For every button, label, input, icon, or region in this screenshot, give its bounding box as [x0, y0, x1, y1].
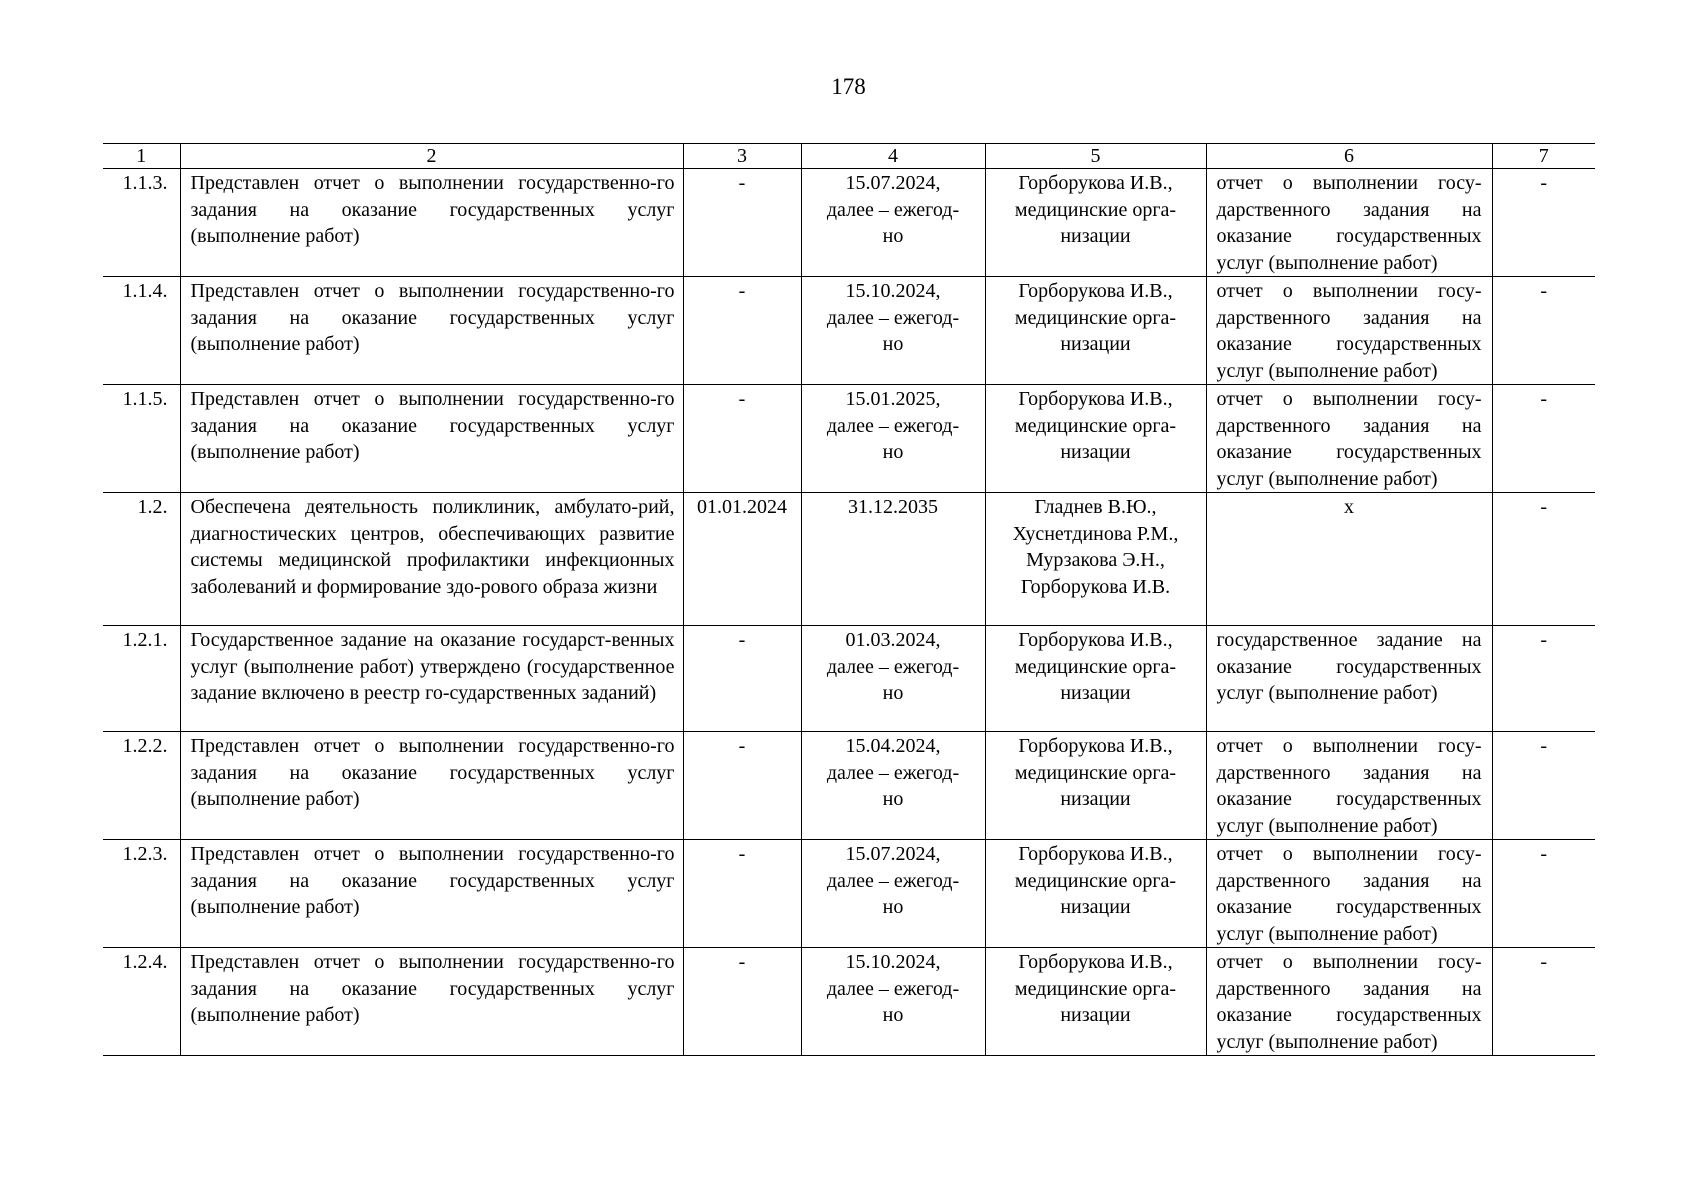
row-result: отчет о выполнении госу-дарственного задания на оказание государственных услуг (выполнение работ) — [1206, 385, 1492, 493]
row-col7: - — [1492, 626, 1595, 732]
row-start: - — [683, 169, 801, 277]
row-end: 31.12.2035 — [801, 493, 985, 626]
row-responsible: Горборукова И.В., медицинские орга- низации — [985, 277, 1206, 385]
table-row — [103, 626, 1595, 732]
table-row — [103, 493, 1595, 626]
row-end: 15.07.2024, далее – ежегод- но — [801, 840, 985, 948]
row-col7: - — [1492, 840, 1595, 948]
header-cell: 1 — [103, 144, 180, 169]
row-number: 1.2.2. — [103, 732, 180, 840]
row-col7: - — [1492, 277, 1595, 385]
row-result: отчет о выполнении госу-дарственного задания на оказание государственных услуг (выполнение работ) — [1206, 840, 1492, 948]
row-description: Представлен отчет о выполнении государственно-го задания на оказание государственных услуг (выполнение работ) — [180, 732, 683, 840]
row-number: 1.2. — [103, 493, 180, 626]
row-number: 1.2.1. — [103, 626, 180, 732]
header-cell: 6 — [1206, 144, 1492, 169]
row-number: 1.1.3. — [103, 169, 180, 277]
row-number: 1.2.4. — [103, 948, 180, 1056]
row-result: отчет о выполнении госу-дарственного задания на оказание государственных услуг (выполнение работ) — [1206, 948, 1492, 1056]
table-row — [103, 169, 1595, 277]
row-result: отчет о выполнении госу-дарственного задания на оказание государственных услуг (выполнение работ) — [1206, 277, 1492, 385]
table-header-row — [103, 144, 1595, 169]
row-end: 15.07.2024, далее – ежегод- но — [801, 169, 985, 277]
row-description: Обеспечена деятельность поликлиник, амбулато-рий, диагностических центров, обеспечивающих развитие системы медицинской профилактики инфекционных заболеваний и формирование здо-рового образа жизни — [180, 493, 683, 626]
row-responsible: Горборукова И.В., медицинские орга- низации — [985, 169, 1206, 277]
row-result: государственное задание на оказание государственных услуг (выполнение работ) — [1206, 626, 1492, 732]
row-description: Представлен отчет о выполнении государственно-го задания на оказание государственных услуг (выполнение работ) — [180, 385, 683, 493]
table-row — [103, 948, 1595, 1056]
header-cell: 5 — [985, 144, 1206, 169]
row-end: 01.03.2024, далее – ежегод- но — [801, 626, 985, 732]
row-start: - — [683, 277, 801, 385]
row-description: Представлен отчет о выполнении государственно-го задания на оказание государственных услуг (выполнение работ) — [180, 169, 683, 277]
header-cell: 2 — [180, 144, 683, 169]
row-description: Представлен отчет о выполнении государственно-го задания на оказание государственных услуг (выполнение работ) — [180, 948, 683, 1056]
row-result: x — [1206, 493, 1492, 626]
table-row — [103, 277, 1595, 385]
row-number: 1.1.4. — [103, 277, 180, 385]
row-start: - — [683, 385, 801, 493]
row-end: 15.10.2024, далее – ежегод- но — [801, 948, 985, 1056]
plan-table — [103, 143, 1595, 1056]
row-description: Государственное задание на оказание государст-венных услуг (выполнение работ) утверждено (государственное задание включено в реестр го-сударственных заданий) — [180, 626, 683, 732]
row-description: Представлен отчет о выполнении государственно-го задания на оказание государственных услуг (выполнение работ) — [180, 840, 683, 948]
row-start: - — [683, 732, 801, 840]
row-responsible: Горборукова И.В., медицинские орга- низации — [985, 385, 1206, 493]
header-cell: 3 — [683, 144, 801, 169]
header-cell: 7 — [1492, 144, 1595, 169]
row-start: - — [683, 948, 801, 1056]
row-end: 15.01.2025, далее – ежегод- но — [801, 385, 985, 493]
row-responsible: Горборукова И.В., медицинские орга- низации — [985, 840, 1206, 948]
row-result: отчет о выполнении госу-дарственного задания на оказание государственных услуг (выполнение работ) — [1206, 169, 1492, 277]
row-responsible: Горборукова И.В., медицинские орга- низации — [985, 732, 1206, 840]
row-number: 1.1.5. — [103, 385, 180, 493]
row-col7: - — [1492, 169, 1595, 277]
table-row — [103, 840, 1595, 948]
table-row — [103, 385, 1595, 493]
page-number: 178 — [831, 74, 866, 99]
row-start: - — [683, 840, 801, 948]
row-description: Представлен отчет о выполнении государственно-го задания на оказание государственных услуг (выполнение работ) — [180, 277, 683, 385]
row-col7: - — [1492, 948, 1595, 1056]
row-end: 15.04.2024, далее – ежегод- но — [801, 732, 985, 840]
row-responsible: Горборукова И.В., медицинские орга- низации — [985, 626, 1206, 732]
row-responsible: Горборукова И.В., медицинские орга- низации — [985, 948, 1206, 1056]
row-start: - — [683, 626, 801, 732]
row-result: отчет о выполнении госу-дарственного задания на оказание государственных услуг (выполнение работ) — [1206, 732, 1492, 840]
row-start: 01.01.2024 — [683, 493, 801, 626]
row-col7: - — [1492, 385, 1595, 493]
row-responsible: Гладнев В.Ю., Хуснетдинова Р.М., Мурзакова Э.Н., Горборукова И.В. — [985, 493, 1206, 626]
row-col7: - — [1492, 732, 1595, 840]
table-row — [103, 732, 1595, 840]
row-col7: - — [1492, 493, 1595, 626]
row-number: 1.2.3. — [103, 840, 180, 948]
header-cell: 4 — [801, 144, 985, 169]
row-end: 15.10.2024, далее – ежегод- но — [801, 277, 985, 385]
